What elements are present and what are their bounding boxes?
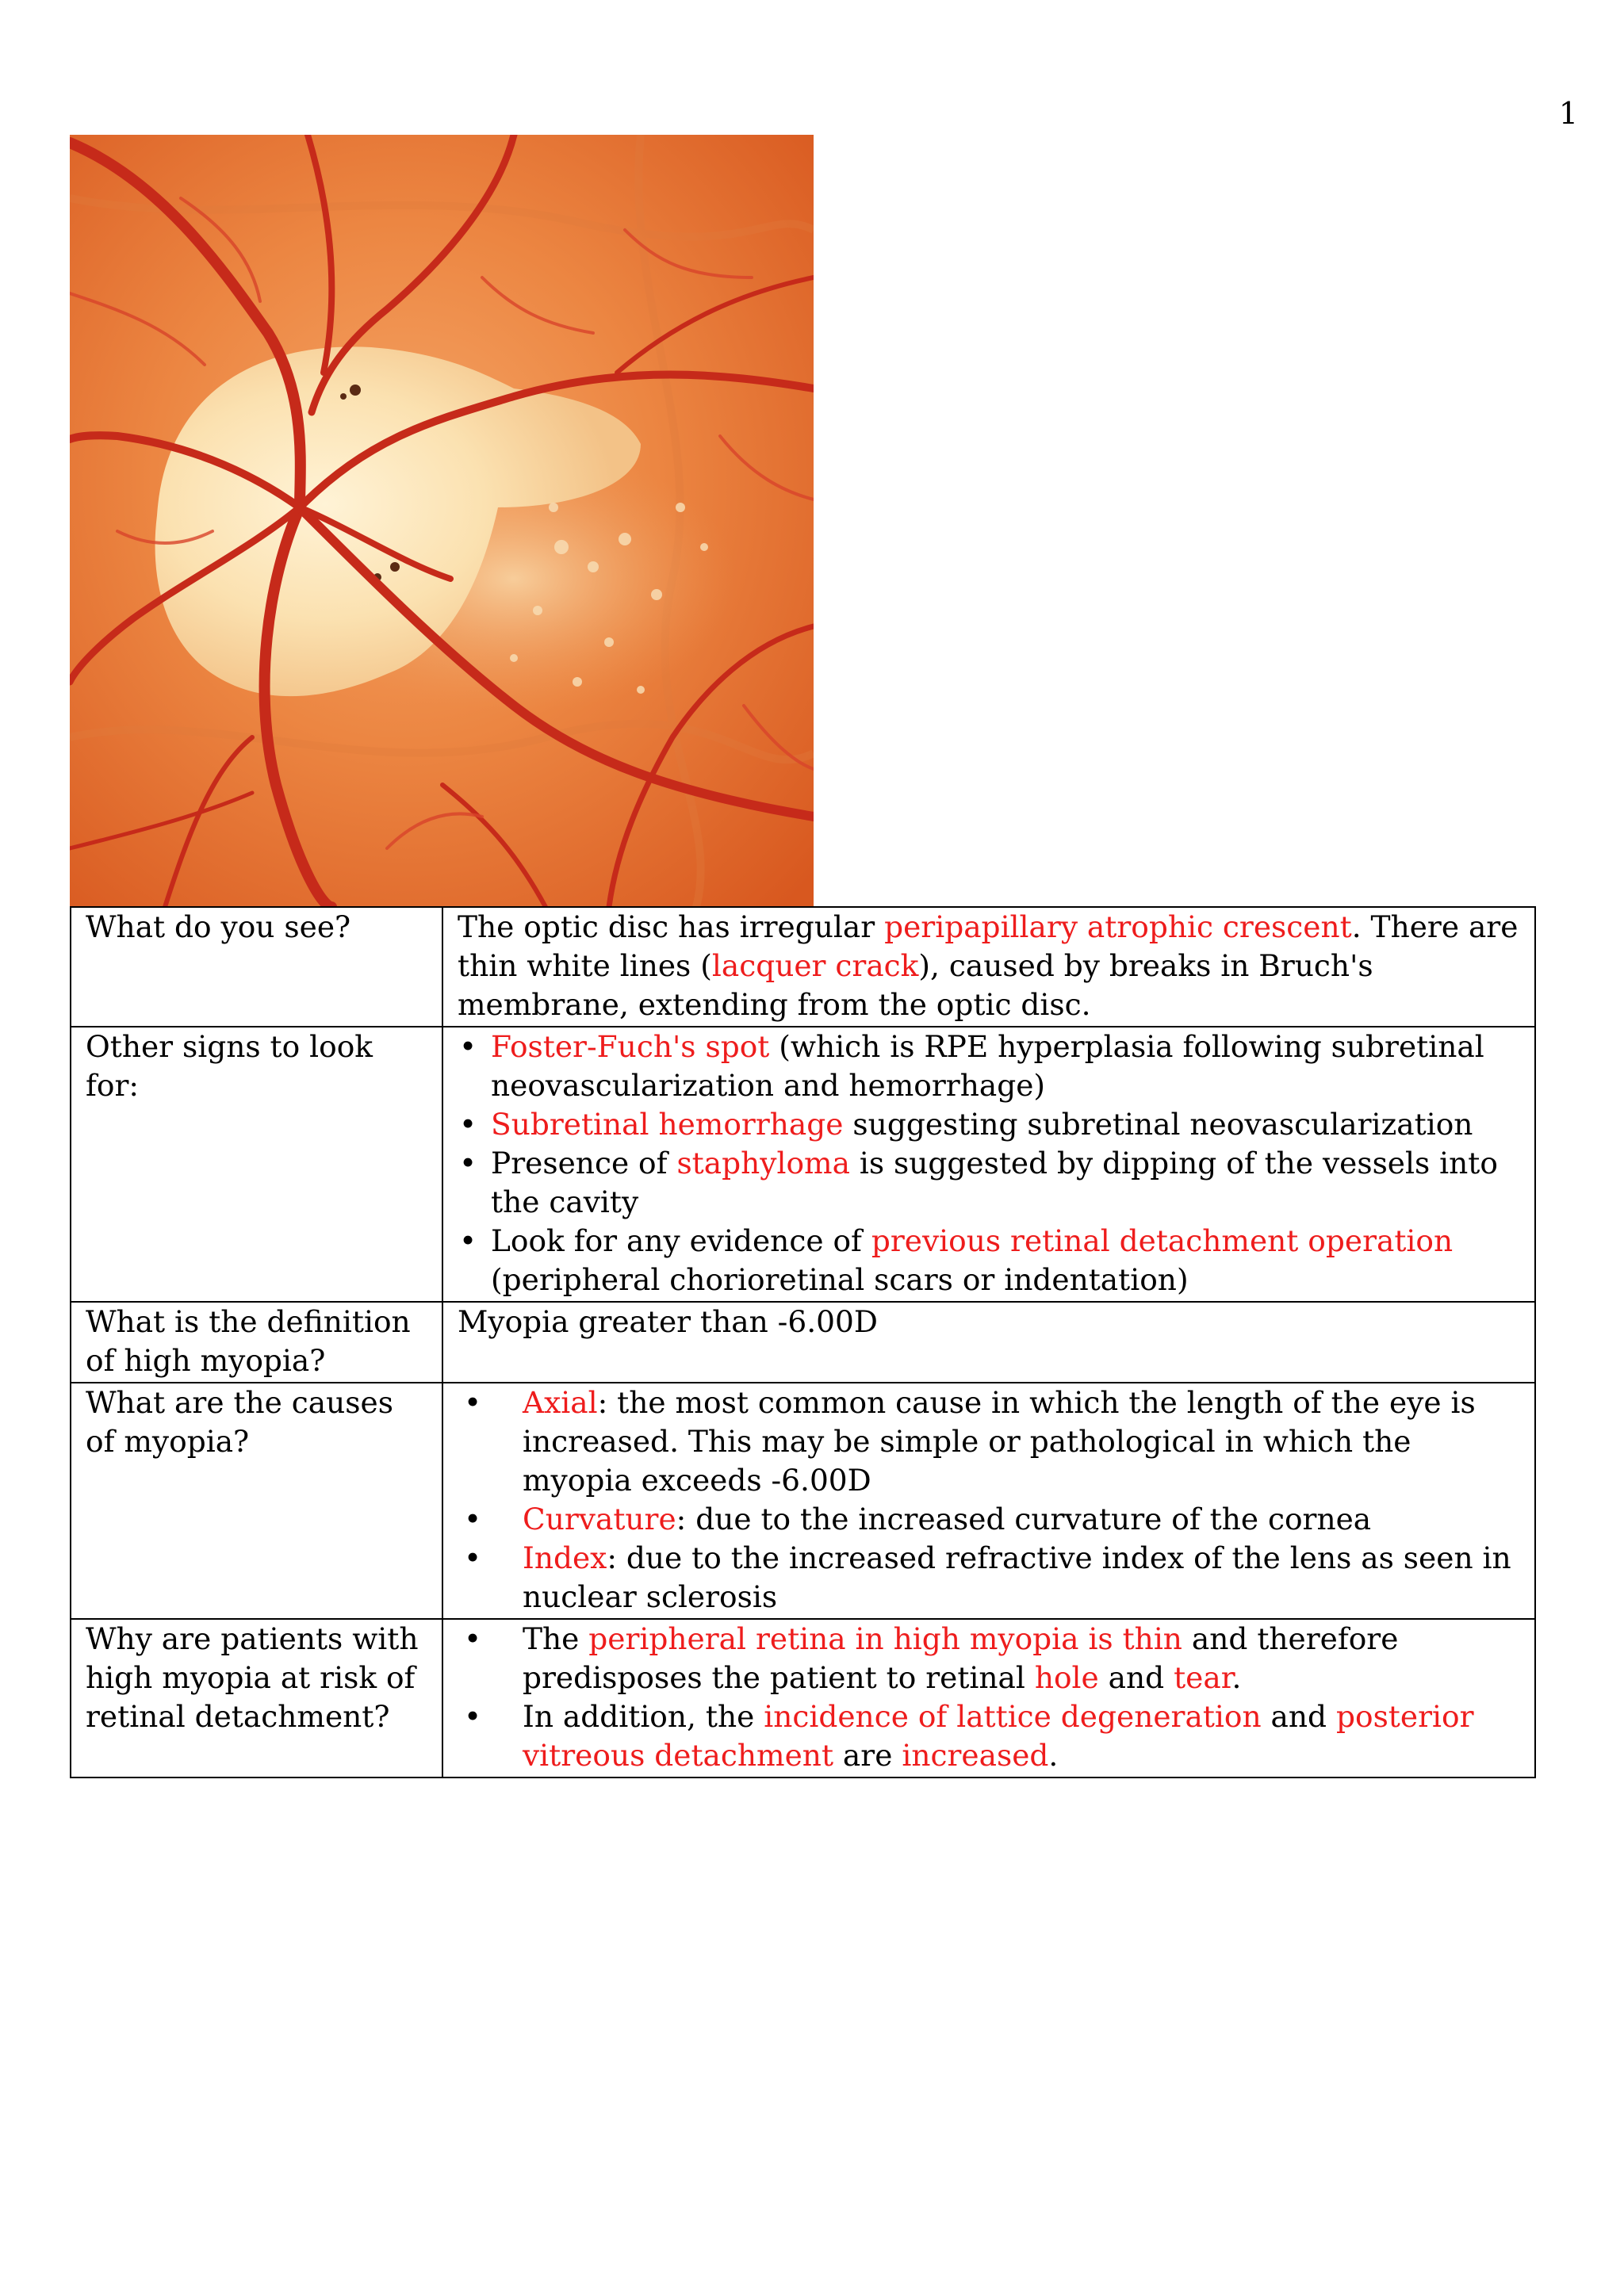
list-item: • Look for any evidence of previous retinal detachment operation (peripheral chorioretinal scars or indentation) — [458, 1222, 1523, 1299]
table-row — [71, 1302, 1535, 1383]
list-item: • Index: due to the increased refractive index of the lens as seen in nuclear sclerosis — [458, 1539, 1523, 1617]
question-cell: What do you see? — [71, 907, 442, 1027]
list-item: • Axial: the most common cause in which the length of the eye is increased. This may be simple or pathological in which the myopia exceeds -6.00D — [458, 1383, 1523, 1500]
answer-cell — [442, 1383, 1535, 1619]
highlight-text: posterior vitreous detachment — [523, 1699, 1474, 1773]
highlight-text: Foster-Fuch's spot — [491, 1029, 770, 1064]
list-item: • The peripheral retina in high myopia is thin and therefore predisposes the patient to retinal hole and tear. — [458, 1620, 1523, 1697]
highlight-text: tear — [1174, 1660, 1232, 1695]
answer-cell: The optic disc has irregular peripapillary atrophic crescent. There are thin white lines (lacquer crack), caused by breaks in Bruch's membrane, extending from the optic disc. — [442, 907, 1535, 1027]
table-row — [71, 1027, 1535, 1302]
fundus-photograph-icon — [70, 135, 814, 907]
highlight-text: increased — [902, 1738, 1049, 1773]
highlight-text: Subretinal hemorrhage — [491, 1107, 844, 1142]
list-item: • In addition, the incidence of lattice degeneration and posterior vitreous detachment are increased. — [458, 1697, 1523, 1775]
highlight-text: peripheral retina in high myopia is thin — [588, 1621, 1182, 1656]
highlight-text: lacquer crack — [711, 948, 919, 983]
page-number: 1 — [1558, 96, 1578, 131]
highlight-text: Curvature — [523, 1502, 676, 1536]
list-item: • Curvature: due to the increased curvature of the cornea — [458, 1500, 1523, 1539]
question-cell: What is the definition of high myopia? — [71, 1302, 442, 1383]
question-cell: Other signs to look for: — [71, 1027, 442, 1302]
list-item: • Foster-Fuch's spot (which is RPE hyperplasia following subretinal neovascularization and hemorrhage) — [458, 1027, 1523, 1105]
list-item: • Presence of staphyloma is suggested by dipping of the vessels into the cavity — [458, 1144, 1523, 1222]
highlight-text: hole — [1034, 1660, 1099, 1695]
highlight-text: incidence of lattice degeneration — [764, 1699, 1262, 1734]
highlight-text: staphyloma — [676, 1146, 850, 1181]
answer-cell — [442, 1619, 1535, 1777]
highlight-text: previous retinal detachment operation — [871, 1223, 1454, 1258]
table-row — [71, 907, 1535, 1027]
bullet-list — [458, 1383, 1523, 1617]
question-cell: What are the causes of myopia? — [71, 1383, 442, 1619]
answer-cell — [442, 1027, 1535, 1302]
highlight-text: Axial — [523, 1385, 598, 1420]
question-cell: Why are patients with high myopia at risk of retinal detachment? — [71, 1619, 442, 1777]
answer-cell: Myopia greater than -6.00D — [442, 1302, 1535, 1383]
highlight-text: peripapillary atrophic crescent — [884, 909, 1352, 944]
highlight-text: Index — [523, 1540, 607, 1575]
table-row — [71, 1619, 1535, 1777]
bullet-list — [458, 1620, 1523, 1775]
fundus-photograph — [70, 135, 814, 907]
list-item: • Subretinal hemorrhage suggesting subretinal neovascularization — [458, 1105, 1523, 1144]
bullet-list — [458, 1027, 1523, 1299]
qa-table — [70, 906, 1536, 1778]
table-row — [71, 1383, 1535, 1619]
